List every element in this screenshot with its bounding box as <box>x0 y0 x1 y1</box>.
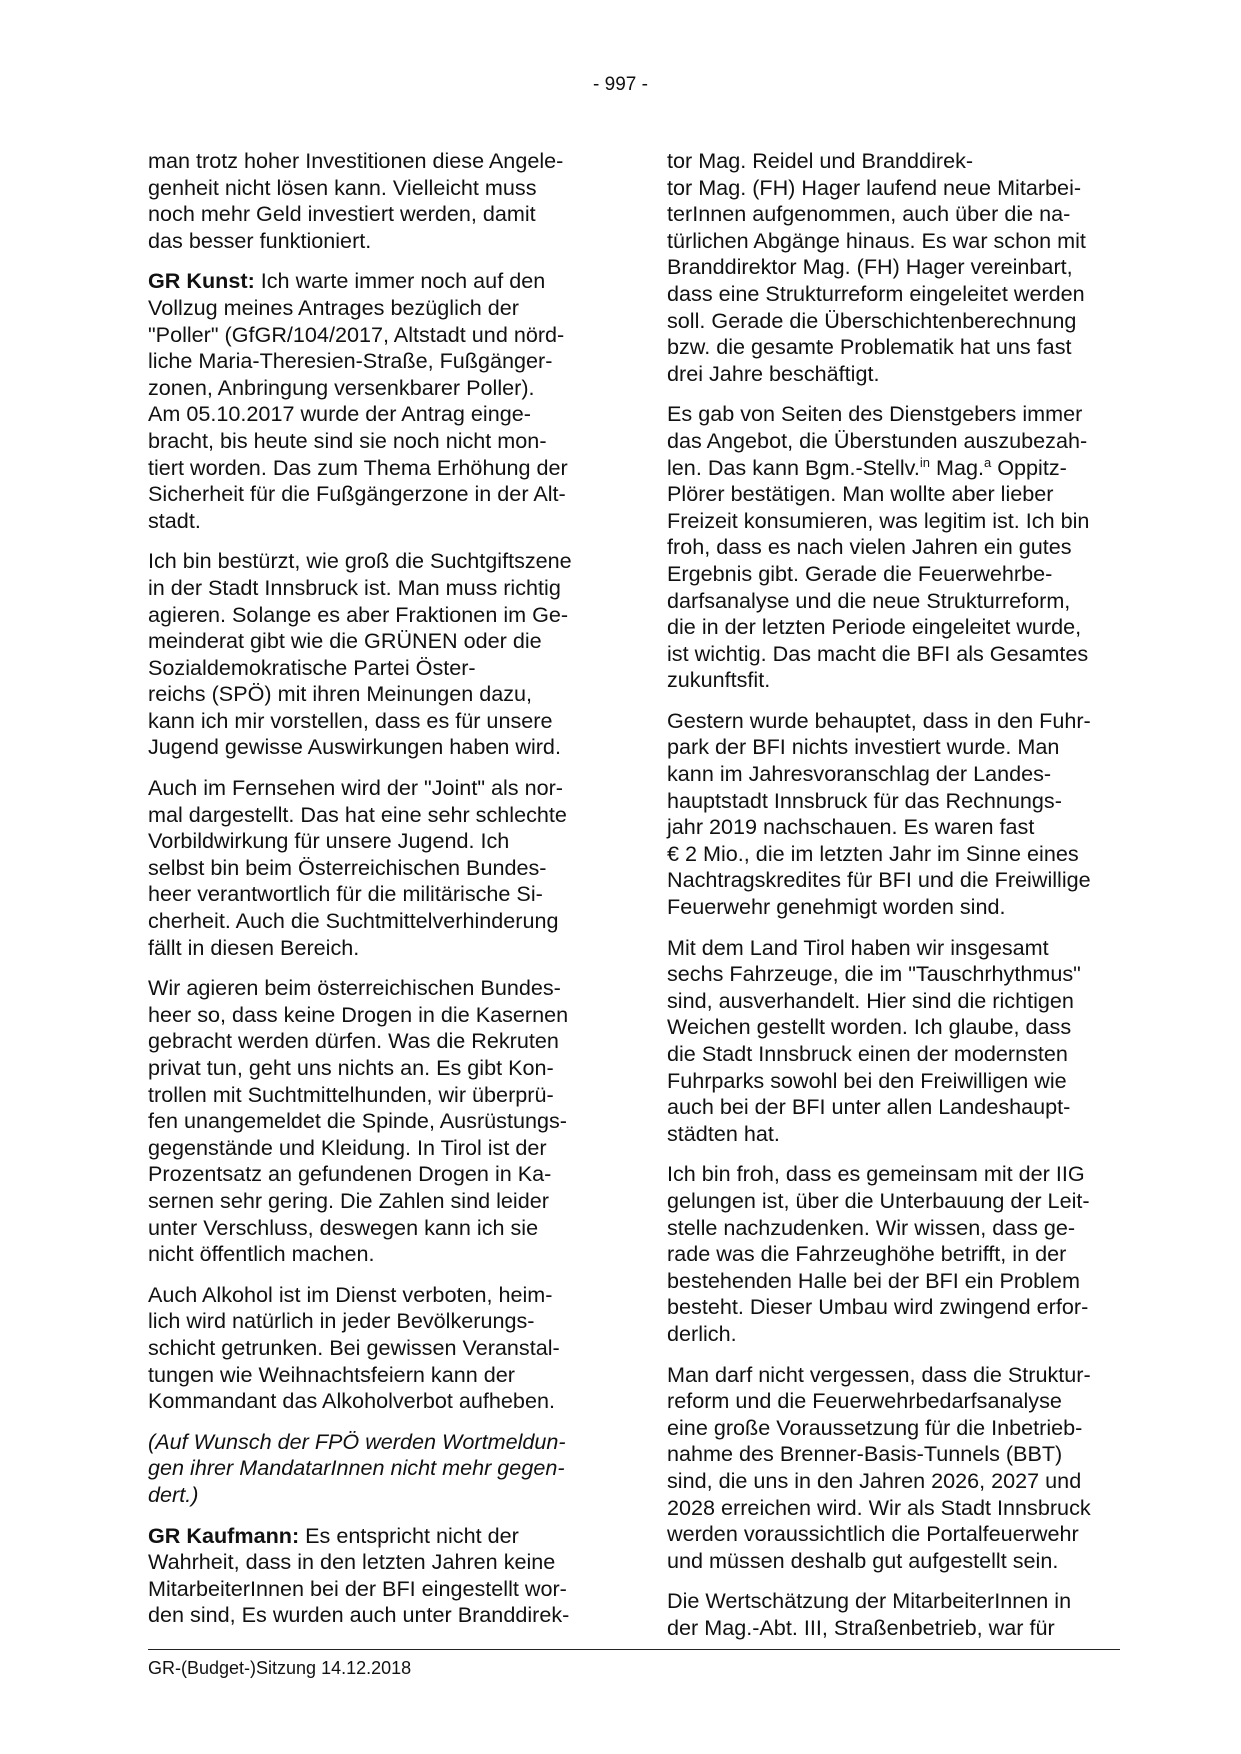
speaker-name: GR Kaufmann: <box>148 1522 300 1548</box>
paragraph-text: Oppitz- Plörer bestätigen. Man wollte aber lieber Freizeit konsumieren, was legitim ist. Ich bin froh, dass es nach vielen Jahren ein gutes Ergebnis gibt. Gerade die Feuerwehrbe- darfsanalyse und die neue Strukturreform, die in der letzten Periode eingeleitet wurde, ist wichtig. Das macht die BFI als Gesamtes zukunftsfit. <box>667 454 1090 693</box>
superscript: a <box>983 454 992 470</box>
paragraph <box>667 148 1120 387</box>
paragraph <box>148 148 603 254</box>
paragraph <box>148 975 603 1268</box>
paragraph-text: Es gab von Seiten des Dienstgebers immer das Angebot, die Überstunden auszubezah- len. Das kann Bgm.-Stellv. <box>667 401 1088 480</box>
page-number: - 997 - <box>593 74 648 95</box>
left-column <box>148 148 603 1643</box>
paragraph <box>667 401 1120 694</box>
speech-paragraph <box>148 1523 603 1629</box>
paragraph-text: Die Wertschätzung der MitarbeiterInnen in der Mag.-Abt. III, Straßenbetrieb, war für <box>667 1588 1072 1640</box>
note-text: (Auf Wunsch der FPÖ werden Wortmeldun- gen ihrer MandatarInnen nicht mehr gegen- dert.) <box>148 1428 566 1507</box>
paragraph-text: Auch Alkohol ist im Dienst verboten, heim- lich wird natürlich in jeder Bevölkerungs- schicht getrunken. Bei gewissen Veranstal- tungen wie Weihnachtsfeiern kann der Kommandant das Alkoholverbot aufheben. <box>148 1281 560 1414</box>
paragraph-text: tor Mag. Reidel und Branddirek- tor Mag. (FH) Hager laufend neue Mitarbei- terInnen aufgenommen, auch über die na- türlichen Abgänge hinaus. Es war schon mit Branddirektor Mag. (FH) Hager vereinbart, dass eine Strukturreform eingeleitet werden soll. Gerade die Überschichtenberechnung bzw. die gesamte Problematik hat uns fast drei Jahre beschäftigt. <box>667 148 1086 386</box>
paragraph <box>148 1282 603 1415</box>
speech-paragraph <box>148 268 603 534</box>
right-column <box>667 148 1120 1655</box>
paragraph-text: Auch im Fernsehen wird der "Joint" als nor- mal dargestellt. Das hat eine sehr schlechte Vorbildwirkung für unsere Jugend. Ich selbst bin beim Österreichischen Bundes- heer verantwortlich für die militärische Si- cherheit. Auch die Suchtmittelverhinderung fällt in diesen Bereich. <box>148 775 567 960</box>
paragraph-text: man trotz hoher Investitionen diese Angele- genheit nicht lösen kann. Vielleicht muss noch mehr Geld investiert werden, damit das besser funktioniert. <box>148 148 564 253</box>
paragraph <box>148 548 603 761</box>
speaker-name: GR Kunst: <box>148 268 255 294</box>
footer-session-label: GR-(Budget-)Sitzung 14.12.2018 <box>148 1658 412 1678</box>
paragraph-text: Man darf nicht vergessen, dass die Struktur- reform und die Feuerwehrbedarfsanalyse eine große Voraussetzung für die Inbetrieb- nahme des Brenner-Basis-Tunnels (BBT) sind, die uns in den Jahren 2026, 2027 und 2028 erreichen wird. Wir als Stadt Innsbruck werden voraussichtlich die Portalfeuerwehr und müssen deshalb gut aufgestellt sein. <box>667 1361 1091 1573</box>
paragraph <box>667 935 1120 1148</box>
paragraph-text: Gestern wurde behauptet, dass in den Fuhr- park der BFI nichts investiert wurde. Man kann im Jahresvoranschlag der Landes- hauptstadt Innsbruck für das Rechnungs- jahr 2019 nachschauen. Es waren fast € 2 Mio., die im letzten Jahr im Sinne eines Nachtragskredites für BFI und die Freiwillige Feuerwehr genehmigt worden sind. <box>667 707 1091 920</box>
paragraph <box>667 1161 1120 1347</box>
paragraph <box>667 708 1120 921</box>
paragraph-text: Mag. <box>929 454 984 480</box>
paragraph <box>667 1362 1120 1575</box>
superscript: in <box>919 454 930 470</box>
paragraph-text: Ich warte immer noch auf den Vollzug meines Antrages bezüglich der "Poller" (GfGR/104/2017, Altstadt und nörd- liche Maria-Theresien-Straße, Fußgänger- zonen, Anbringung versenkbarer Poller). Am 05.10.2017 wurde der Antrag einge- bracht, bis heute sind sie noch nicht mon- tiert worden. Das zum Thema Erhöhung der Sicherheit für die Fußgängerzone in der Alt- stadt. <box>148 268 568 533</box>
paragraph-text: Wir agieren beim österreichischen Bundes- heer so, dass keine Drogen in die Kasernen gebracht werden dürfen. Was die Rekruten privat tun, geht uns nichts an. Es gibt Kon- trollen mit Suchtmittelhunden, wir überprü- fen unangemeldet die Spinde, Ausrüstungs- gegenstände und Kleidung. In Tirol ist der Prozentsatz an gefundenen Drogen in Ka- sernen sehr gering. Die Zahlen sind leider unter Verschluss, deswegen kann ich sie nicht öffentlich machen. <box>148 975 569 1267</box>
paragraph-text: Ich bin bestürzt, wie groß die Suchtgiftszene in der Stadt Innsbruck ist. Man muss richtig agieren. Solange es aber Fraktionen im Ge- meinderat gibt wie die GRÜNEN oder die Sozialdemokratische Partei Öster- reichs (SPÖ) mit ihren Meinungen dazu, kann ich mir vorstellen, dass es für unsere Jugend gewisse Auswirkungen haben wird. <box>148 548 572 760</box>
editorial-note <box>148 1429 603 1509</box>
paragraph-text: Es entspricht nicht der Wahrheit, dass in den letzten Jahren keine MitarbeiterInnen bei der BFI eingestellt wor- den sind, Es wurden auch unter Branddirek- <box>148 1522 570 1628</box>
paragraph-text: Ich bin froh, dass es gemeinsam mit der IIG gelungen ist, über die Unterbauung der Leit- stelle nachzudenken. Wir wissen, dass ge- rade was die Fahrzeughöhe betrifft, in der bestehenden Halle bei der BFI ein Problem besteht. Dieser Umbau wird zwingend erfor- derlich. <box>667 1161 1090 1346</box>
paragraph-text: Mit dem Land Tirol haben wir insgesamt sechs Fahrzeuge, die im "Tauschrhythmus" sind, ausverhandelt. Hier sind die richtigen Weichen gestellt worden. Ich glaube, dass die Stadt Innsbruck einen der modernsten Fuhrparks sowohl bei den Freiwilligen wie auch bei der BFI unter allen Landeshaupt- städten hat. <box>667 934 1081 1146</box>
paragraph <box>667 1588 1120 1641</box>
footer-divider <box>148 1649 1120 1650</box>
paragraph <box>148 775 603 961</box>
